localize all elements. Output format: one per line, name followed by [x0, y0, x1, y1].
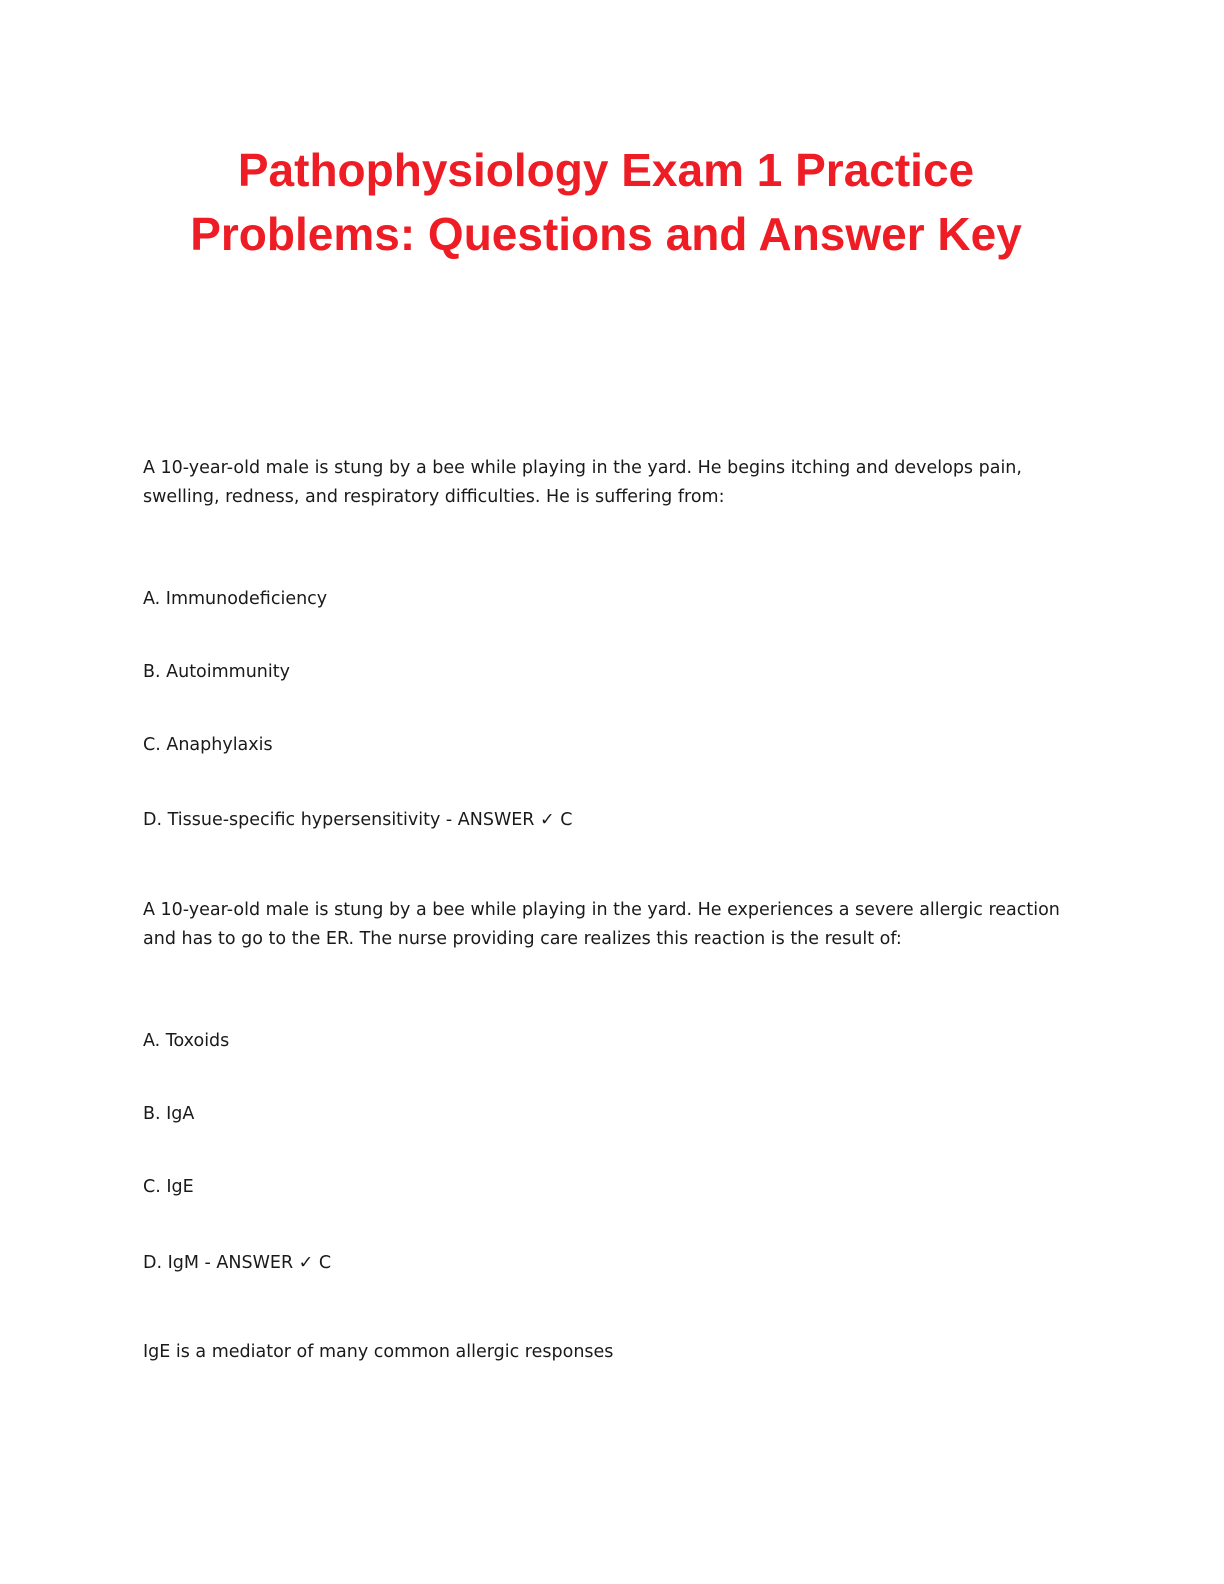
question-2-option-d-answer: D. IgM - ANSWER ✓ C — [143, 1253, 332, 1273]
question-2-stem-line-1: A 10-year-old male is stung by a bee while playing in the yard. He experiences a severe allergic reaction — [143, 900, 1060, 920]
title-line-1: Pathophysiology Exam 1 Practice — [237, 144, 975, 196]
question-2-option-c: C. IgE — [143, 1177, 194, 1197]
question-1-stem — [143, 454, 1083, 512]
question-1-stem-line-1: A 10-year-old male is stung by a bee while playing in the yard. He begins itching and develops pain, — [143, 458, 1022, 478]
question-1-option-b: B. Autoimmunity — [143, 662, 290, 682]
question-1-option-a: A. Immunodeficiency — [143, 589, 328, 609]
question-1-option-d-answer: D. Tissue-specific hypersensitivity - ANSWER ✓ C — [143, 810, 573, 830]
question-2-explanation: IgE is a mediator of many common allergic responses — [143, 1342, 614, 1362]
question-2-option-b: B. IgA — [143, 1104, 195, 1124]
question-2-option-a: A. Toxoids — [143, 1031, 230, 1051]
question-2-stem — [143, 896, 1083, 954]
page-title — [0, 138, 1212, 266]
title-line-2: Problems: Questions and Answer Key — [190, 208, 1022, 260]
question-1-option-c: C. Anaphylaxis — [143, 735, 273, 755]
question-1-stem-line-2: swelling, redness, and respiratory difficulties. He is suffering from: — [143, 487, 725, 507]
question-2-stem-line-2: and has to go to the ER. The nurse providing care realizes this reaction is the result of: — [143, 929, 902, 949]
